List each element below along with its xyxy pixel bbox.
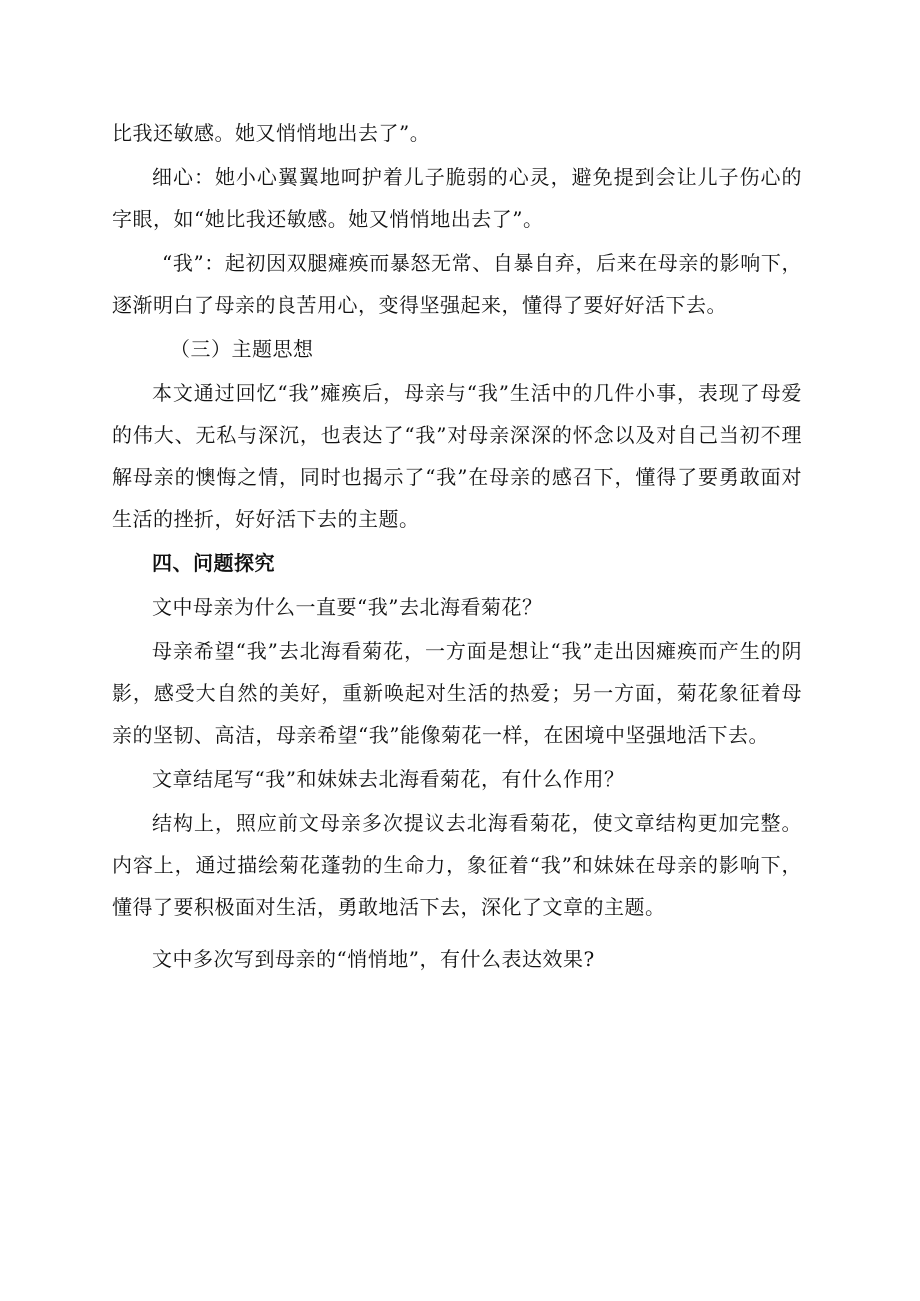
paragraph-careful: 细心：她小心翼翼地呵护着儿子脆弱的心灵，避免提到会让儿子伤心的字眼，如“她比我还敏感。她又悄悄地出去了”。 bbox=[112, 165, 802, 231]
question-two: 文章结尾写“我”和妹妹去北海看菊花，有什么作用？ bbox=[152, 767, 625, 791]
document-body bbox=[112, 112, 802, 980]
paragraph-continuation: 比我还敏感。她又悄悄地出去了”。 bbox=[112, 121, 431, 145]
paragraph-theme: 本文通过回忆“我”瘫痪后，母亲与“我”生活中的几件小事，表现了母爱的伟大、无私与深沉，也表达了“我”对母亲深深的怀念以及对自己当初不理解母亲的懊悔之情，同时也揭示了“我”在母亲的感召下，懂得了要勇敢面对生活的挫折，好好活下去的主题。 bbox=[112, 381, 802, 531]
question-one: 文中母亲为什么一直要“我”去北海看菊花？ bbox=[152, 595, 543, 619]
paragraph-me: “我”：起初因双腿瘫痪而暴怒无常、自暴自弃，后来在母亲的影响下，逐渐明白了母亲的良苦用心，变得坚强起来，懂得了要好好活下去。 bbox=[112, 251, 802, 317]
answer-two: 结构上，照应前文母亲多次提议去北海看菊花，使文章结构更加完整。内容上，通过描绘菊花蓬勃的生命力，象征着“我”和妹妹在母亲的影响下，懂得了要积极面对生活，勇敢地活下去，深化了文章的主题。 bbox=[112, 811, 802, 919]
question-three: 文中多次写到母亲的“悄悄地”，有什么表达效果? bbox=[152, 947, 595, 971]
heading-section-four: 四、问题探究 bbox=[152, 551, 275, 575]
heading-theme: （三）主题思想 bbox=[170, 337, 314, 361]
answer-one: 母亲希望“我”去北海看菊花，一方面是想让“我”走出因瘫痪而产生的阴影，感受大自然的美好，重新唤起对生活的热爱；另一方面，菊花象征着母亲的坚韧、高洁，母亲希望“我”能像菊花一样，在困境中坚强地活下去。 bbox=[112, 639, 802, 747]
